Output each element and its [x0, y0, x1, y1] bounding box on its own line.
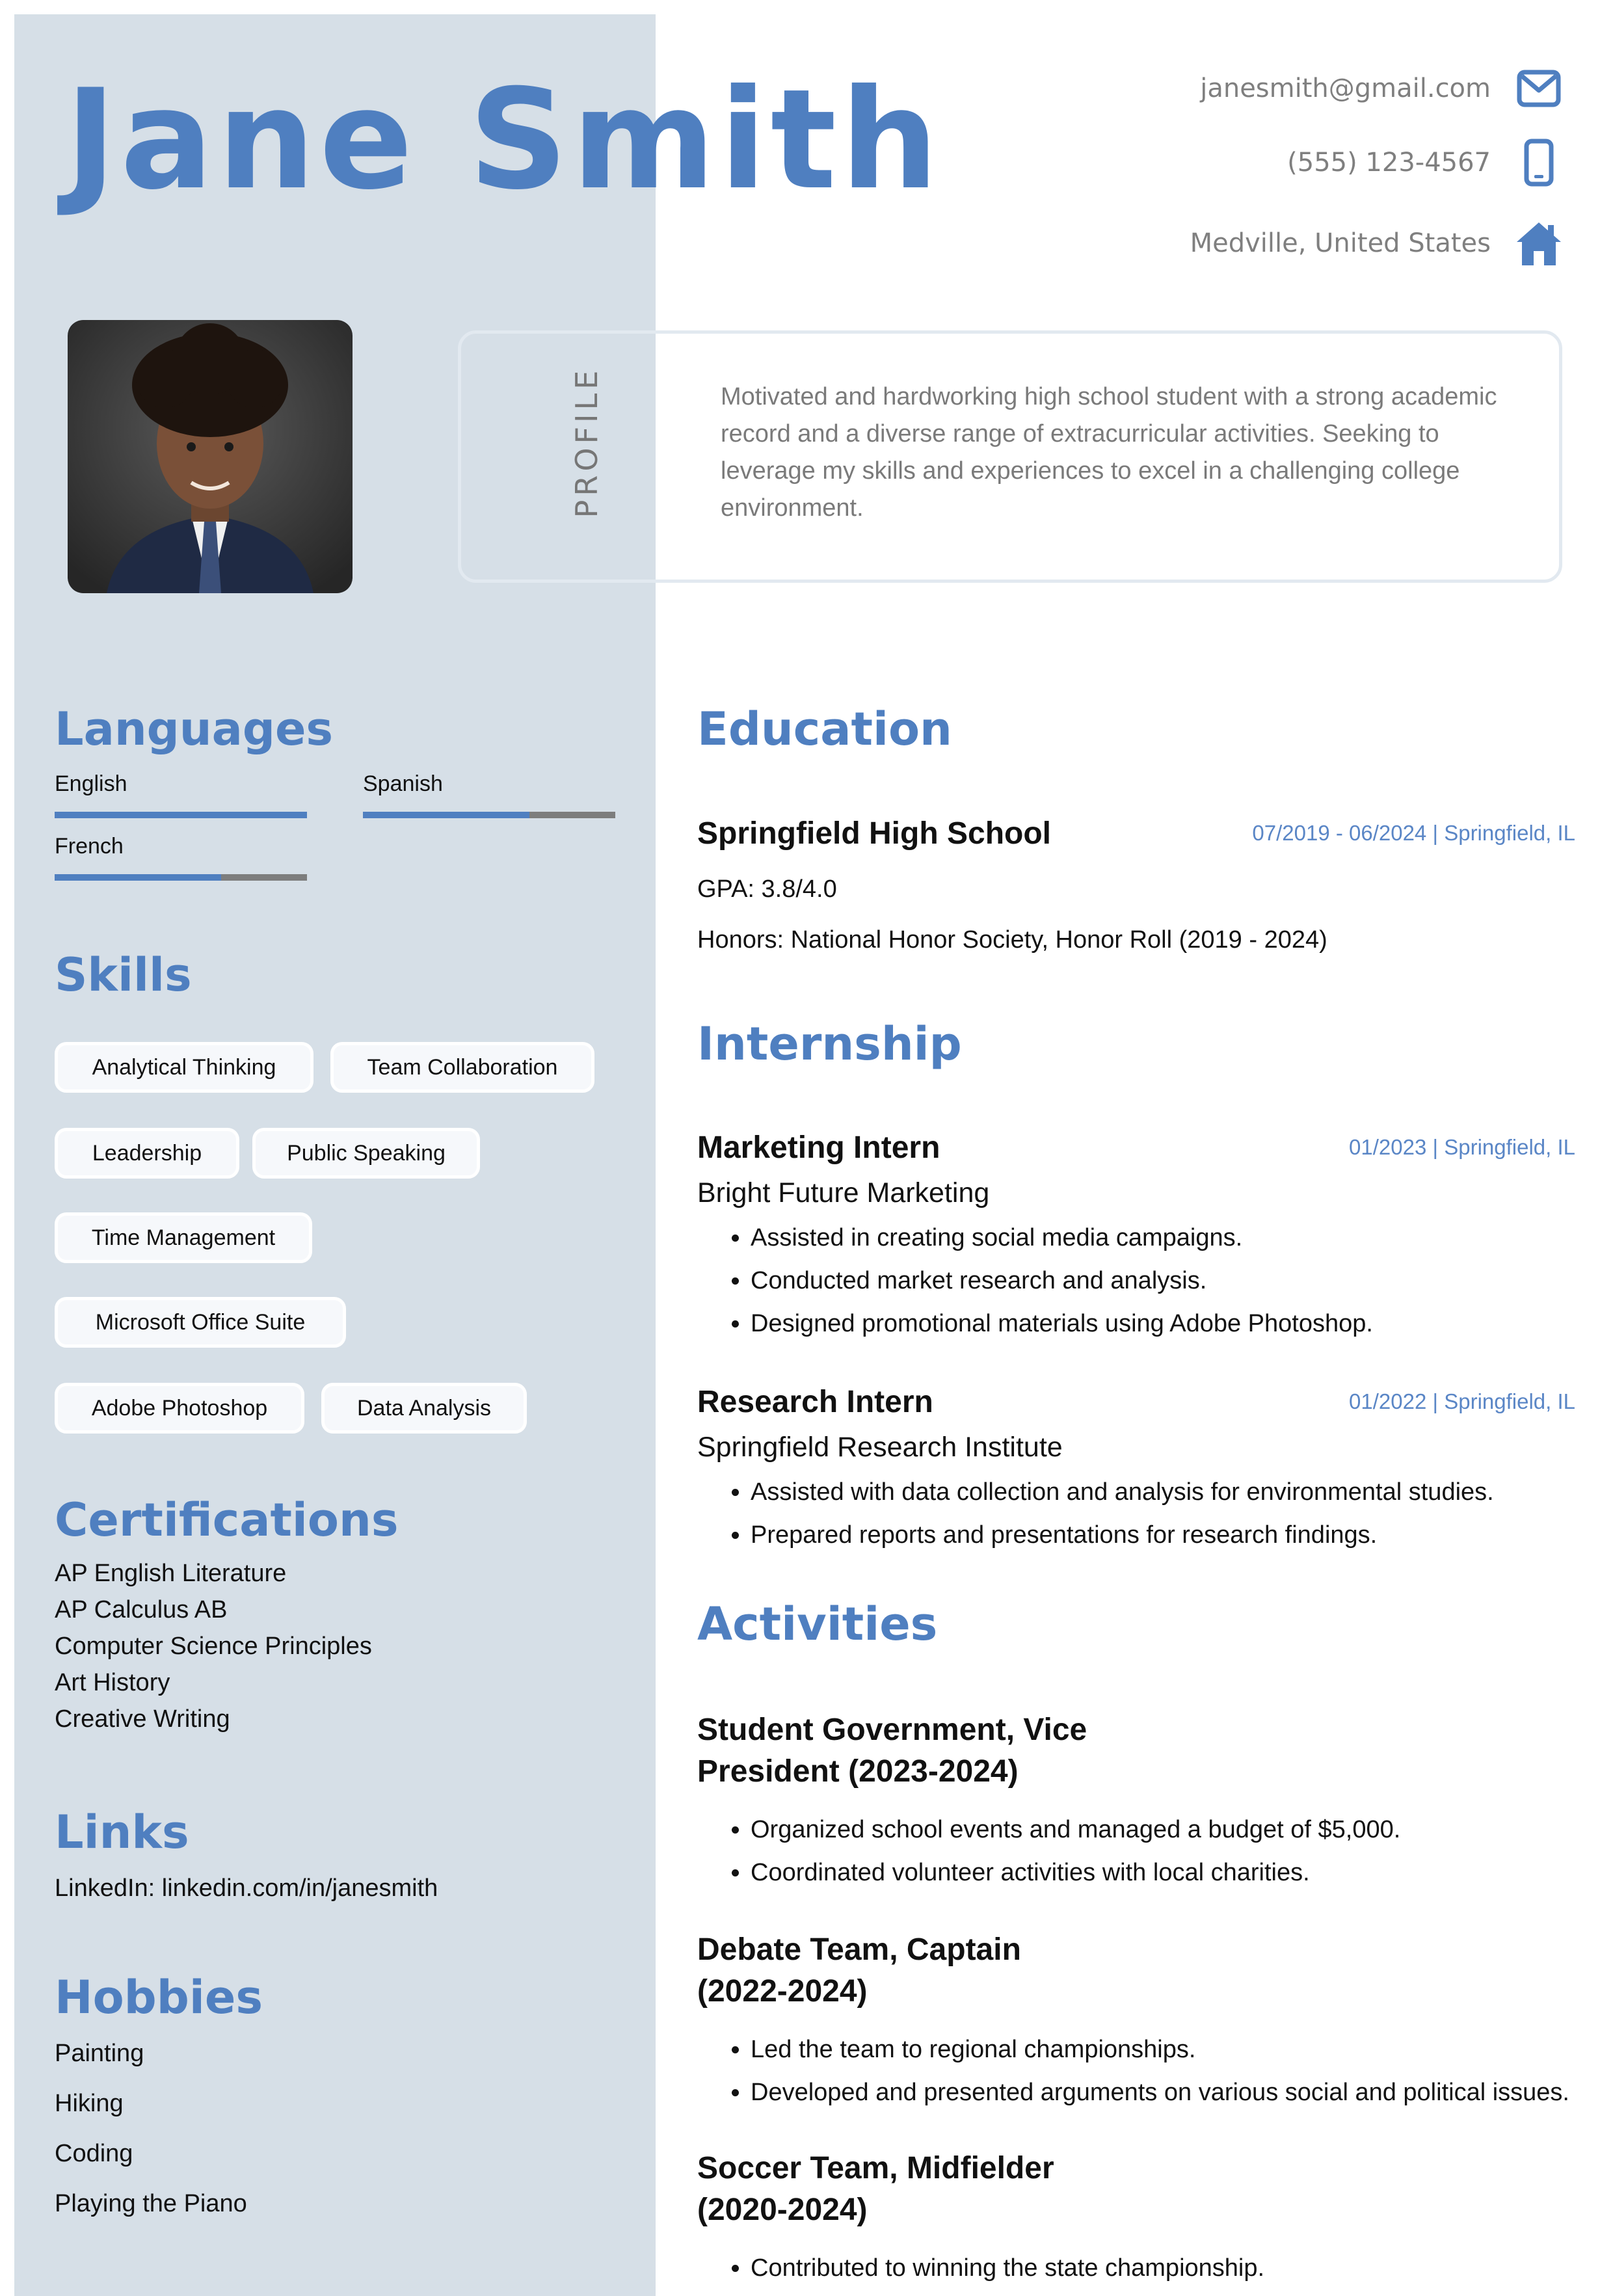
school-name: Springfield High School: [697, 816, 1051, 851]
activity-title-line: (2022-2024): [697, 1974, 868, 2009]
skill-chip: Leadership: [55, 1128, 239, 1179]
certification-item: Computer Science Principles: [55, 1633, 372, 1660]
home-icon: [1514, 219, 1564, 268]
job-bullet: • Prepared reports and presentations for research findings.: [751, 1514, 1494, 1556]
job-bullet: • Conducted market research and analysis.: [751, 1259, 1373, 1302]
profile-summary: Motivated and hardworking high school student with a strong academic record and a diverse range of extracurricular activities. Seeking to leverage my skills and experiences to excel in a challenging college environment.: [721, 383, 1497, 522]
education-meta: 07/2019 - 06/2024 | Springfield, IL: [1252, 821, 1575, 845]
skill-chip: Microsoft Office Suite: [55, 1297, 346, 1348]
hobbies-title: Hobbies: [55, 1971, 263, 2024]
language-level-fill: [363, 812, 529, 818]
hobby-item: Playing the Piano: [55, 2190, 247, 2217]
certification-item: Art History: [55, 1669, 170, 1696]
skill-chip: Data Analysis: [321, 1383, 527, 1434]
skill-chip: Team Collaboration: [330, 1042, 594, 1093]
language-level-fill: [55, 812, 307, 818]
hobby-item: Coding: [55, 2140, 133, 2167]
phone-icon: [1514, 138, 1564, 187]
language-level-bar: [55, 874, 307, 881]
languages-title: Languages: [55, 702, 334, 756]
candidate-name: Jane Smith: [65, 59, 942, 220]
linkedin-link[interactable]: LinkedIn: linkedin.com/in/janesmith: [55, 1875, 438, 1902]
skill-chip: Public Speaking: [252, 1128, 480, 1179]
job-bullet: • Designed promotional materials using Adobe Photoshop.: [751, 1302, 1373, 1345]
email-text[interactable]: janesmith@gmail.com: [1200, 73, 1491, 103]
phone-text[interactable]: (555) 123-4567: [1287, 148, 1491, 178]
contact-location-row: [1190, 219, 1564, 268]
skills-title: Skills: [55, 948, 192, 1002]
activity-title-line: President (2023-2024): [697, 1754, 1019, 1789]
links-title: Links: [55, 1806, 189, 1859]
skill-chip: Adobe Photoshop: [55, 1383, 304, 1434]
activity-bullet: • Contributed to winning the state championship.: [751, 2247, 1264, 2289]
job-title: Research Intern: [697, 1385, 933, 1419]
language-name: Spanish: [363, 771, 443, 796]
job-bullet-list: [697, 1216, 1373, 1345]
job-bullet: • Assisted with data collection and analysis for environmental studies.: [751, 1471, 1494, 1514]
contact-email-row: [1200, 64, 1564, 113]
job-organization: Springfield Research Institute: [697, 1432, 1063, 1463]
activity-title-line: Soccer Team, Midfielder: [697, 2151, 1054, 2185]
education-title: Education: [697, 702, 952, 756]
job-bullet-list: [697, 1471, 1494, 1556]
activity-bullet: • Coordinated volunteer activities with local charities.: [751, 1851, 1400, 1894]
language-name: English: [55, 771, 127, 796]
internship-title: Internship: [697, 1017, 962, 1071]
activity-title-line: (2020-2024): [697, 2193, 868, 2227]
certification-item: AP English Literature: [55, 1560, 287, 1587]
language-level-bar: [363, 812, 615, 818]
profile-label: PROFILE: [569, 366, 604, 518]
job-organization: Bright Future Marketing: [697, 1177, 990, 1208]
location-text: Medville, United States: [1190, 228, 1491, 258]
skill-chip: Analytical Thinking: [55, 1042, 313, 1093]
activity-bullet-list: [697, 2028, 1569, 2114]
gpa-text: GPA: 3.8/4.0: [697, 875, 837, 903]
job-meta: 01/2023 | Springfield, IL: [1349, 1135, 1575, 1159]
hobby-item: Painting: [55, 2040, 144, 2067]
job-title: Marketing Intern: [697, 1130, 940, 1165]
profile-photo: [68, 320, 353, 593]
activity-bullet: • Developed and presented arguments on various social and political issues.: [751, 2071, 1569, 2114]
certification-item: AP Calculus AB: [55, 1596, 228, 1623]
activity-title-line: Student Government, Vice: [697, 1713, 1087, 1747]
activity-bullet-list: [697, 1808, 1400, 1894]
activity-bullet: • Led the team to regional championships.: [751, 2028, 1569, 2071]
activity-bullet-list: [697, 2247, 1264, 2289]
hobby-item: Hiking: [55, 2090, 124, 2117]
skill-chip: Time Management: [55, 1212, 312, 1263]
job-bullet: • Assisted in creating social media campaigns.: [751, 1216, 1373, 1259]
language-level-fill: [55, 874, 221, 881]
job-meta: 01/2022 | Springfield, IL: [1349, 1389, 1575, 1413]
language-level-bar: [55, 812, 307, 818]
certification-item: Creative Writing: [55, 1705, 230, 1733]
contact-phone-row: [1287, 138, 1564, 187]
activity-title-line: Debate Team, Captain: [697, 1932, 1021, 1967]
certifications-title: Certifications: [55, 1493, 399, 1547]
activity-bullet: • Organized school events and managed a budget of $5,000.: [751, 1808, 1400, 1851]
honors-text: Honors: National Honor Society, Honor Roll (2019 - 2024): [697, 926, 1327, 954]
language-name: French: [55, 834, 124, 859]
envelope-icon: [1514, 64, 1564, 113]
activities-title: Activities: [697, 1597, 938, 1651]
